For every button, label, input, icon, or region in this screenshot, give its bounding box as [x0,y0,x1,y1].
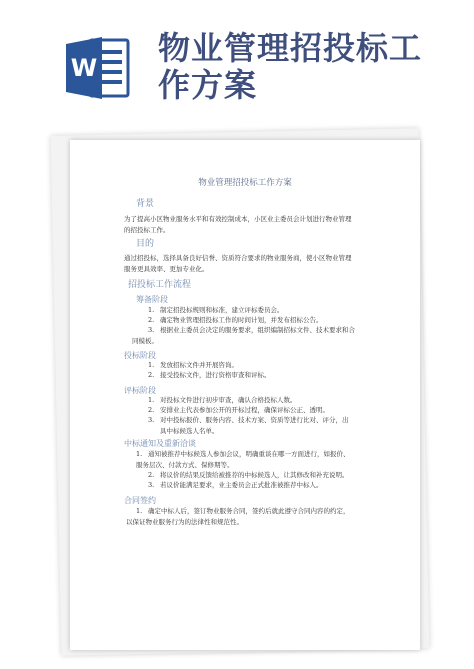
list-item: 1. 确定中标人后，签订物业服务合同，签约后就此遵守合同内容的约定， 以保证物业服务行为的法律性和规范性。 [126,507,350,526]
word-letter: W [70,54,98,82]
list-item: 1. 发放招标文件并开展咨询。 [148,361,238,369]
word-icon [64,34,132,102]
list-item: 2. 将议价的结果反馈给被推荐的中标候选人，让其修改和补充说明。 [148,471,349,479]
list-item: 1. 对投标文件进行初步审查，确认合格投标人数。 [148,396,297,404]
section-heading-contract: 合同签约 [124,496,156,505]
section-heading-bidding: 投标阶段 [124,351,156,360]
page-title-line-2: 作方案 [158,66,258,104]
list-item: 3. 根据业主委员会决定的服务要求，组织编制招标文件、技术要求和合 同模板。 [132,326,355,345]
list-item: 2. 接受投标文件，进行资格审查和评标。 [148,371,271,379]
list-item: 3. 若议价能满足要求，业主委员会正式批准被推荐中标人。 [148,481,323,489]
section-heading-preparation: 筹备阶段 [136,295,168,304]
section-heading-award-notice: 中标通知及重新洽谈 [124,439,196,448]
document-title: 物业管理招投标工作方案 [198,178,292,188]
background-text: 为了提高小区物业服务水平和有效控制成本，小区业主委员会计划进行物业管理 的招投标工作。 [124,215,352,234]
page-title-line-1: 物业管理招投标工 [158,29,423,67]
list-item: 3. 对中投标报价、服务内容、技术方案、资质等进行比对、评分，出 具中标候选人名单。 [148,416,349,435]
list-item: 2. 确定物业管理招投标工作的时间计划，并发布招标公告。 [148,316,323,324]
heading-background: 背景 [136,199,155,209]
section-heading-evaluation: 评标阶段 [124,386,156,395]
list-item: 2. 安排业主代表参加公开的开标过程，确保评标公正、透明。 [148,406,329,414]
list-item: 1. 通知被推荐中标候选人参加会议，明确重谈在哪一方面进行，如报价、 服务层次、付款方式、保修期等。 [136,450,350,469]
heading-process: 招投标工作流程 [128,280,192,290]
document-page [70,140,420,650]
purpose-text: 通过招投标，选择具备良好信誉、资质符合要求的物业服务商，使小区物业管理 服务更具效率、更加专业化。 [124,254,352,273]
page-title [158,30,458,104]
list-item: 1. 制定招投标规则和标准，建立评标委员会。 [148,306,284,314]
heading-purpose: 目的 [136,239,155,249]
